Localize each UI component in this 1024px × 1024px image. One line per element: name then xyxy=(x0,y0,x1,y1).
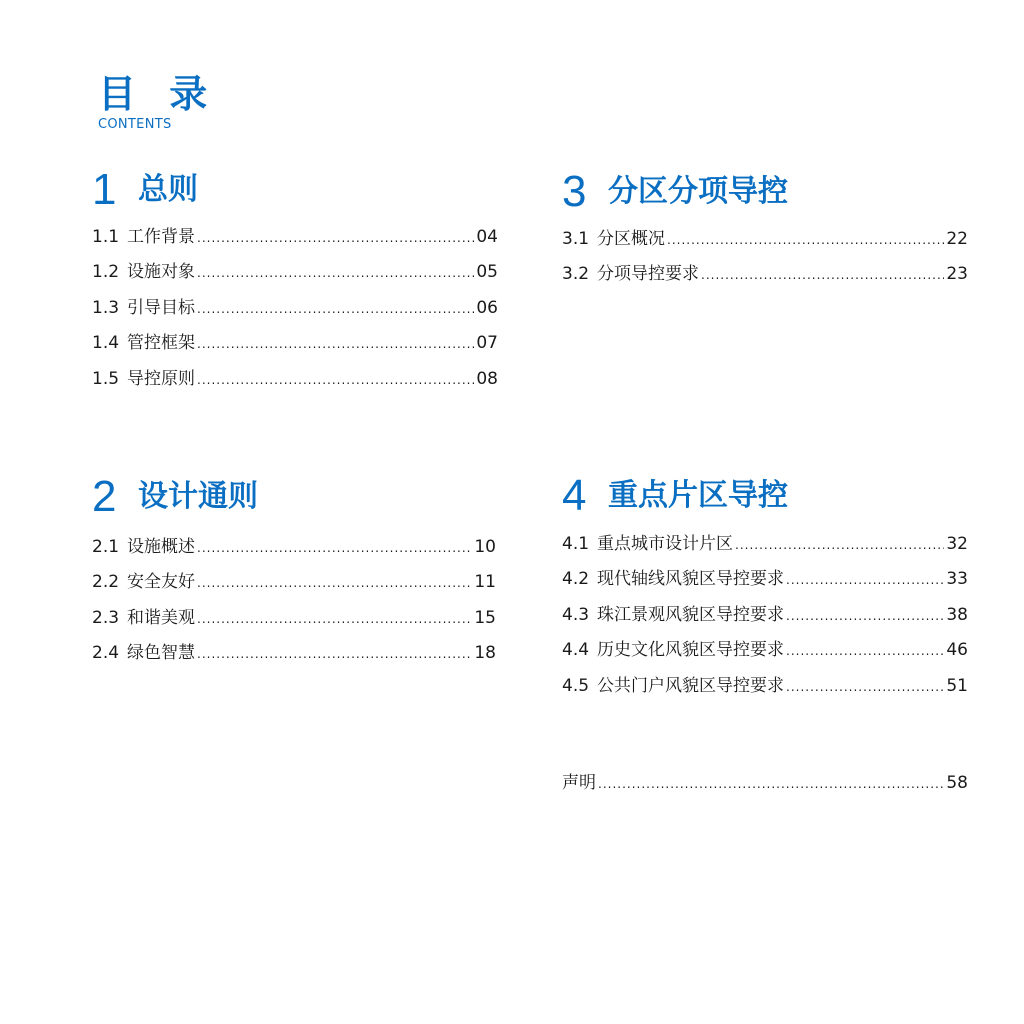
section-title: 总则 xyxy=(138,172,198,207)
toc-entry[interactable] xyxy=(562,564,968,599)
entry-label: 和谐美观 xyxy=(127,607,196,628)
entry-label: 声明 xyxy=(562,773,596,793)
entry-label: 珠江景观风貌区导控要求 xyxy=(597,604,785,625)
dot-leader xyxy=(197,231,474,245)
entry-label: 现代轴线风貌区导控要求 xyxy=(597,569,785,590)
page-subtitle: CONTENTS xyxy=(98,117,172,132)
dot-leader xyxy=(786,644,944,658)
entry-page: 07 xyxy=(476,333,498,354)
toc-entry[interactable] xyxy=(562,259,968,294)
toc-entry-list xyxy=(562,224,968,295)
section-number: 4 xyxy=(562,471,587,520)
dot-leader xyxy=(786,609,944,623)
entry-number: 1.2 xyxy=(92,262,120,283)
entry-page: 51 xyxy=(946,675,968,696)
section-heading[interactable] xyxy=(92,473,496,521)
toc-entry[interactable] xyxy=(562,600,968,635)
entry-number: 3.1 xyxy=(562,229,590,249)
dot-leader xyxy=(598,777,944,791)
entry-label: 导控原则 xyxy=(127,368,196,389)
toc-entry[interactable] xyxy=(562,635,968,670)
entry-label: 设施对象 xyxy=(127,262,196,283)
toc-entry-list xyxy=(92,222,498,399)
entry-label: 公共门户风貌区导控要求 xyxy=(597,675,785,696)
entry-number: 4.4 xyxy=(562,640,590,661)
dot-leader xyxy=(786,680,944,694)
section-number: 3 xyxy=(562,167,587,216)
entry-page: 58 xyxy=(946,773,968,793)
section-number: 1 xyxy=(92,165,117,214)
toc-entry[interactable] xyxy=(92,532,496,567)
entry-number: 4.3 xyxy=(562,604,590,625)
entry-number: 4.1 xyxy=(562,534,590,554)
entry-page: 32 xyxy=(946,534,968,554)
dot-leader xyxy=(197,612,472,626)
entry-label: 工作背景 xyxy=(127,227,196,247)
entry-page: 06 xyxy=(476,297,498,318)
entry-label: 管控框架 xyxy=(127,333,196,354)
toc-entry[interactable] xyxy=(92,364,498,399)
entry-label: 分区概况 xyxy=(597,229,666,249)
section-number: 2 xyxy=(92,472,117,521)
entry-page: 46 xyxy=(946,640,968,661)
entry-page: 23 xyxy=(946,264,968,285)
entry-number: 1.1 xyxy=(92,227,120,247)
dot-leader xyxy=(786,573,944,587)
toc-entry[interactable] xyxy=(92,222,498,257)
toc-entry[interactable] xyxy=(562,529,968,564)
dot-leader xyxy=(197,337,474,351)
toc-entry[interactable] xyxy=(92,328,498,363)
entry-number: 4.5 xyxy=(562,675,590,696)
section-title: 分区分项导控 xyxy=(608,174,788,209)
toc-entry-list xyxy=(562,529,968,706)
toc-entry[interactable] xyxy=(92,293,498,328)
toc-entry[interactable] xyxy=(92,638,496,673)
page-title: 目 录 xyxy=(98,72,218,116)
entry-label: 历史文化风貌区导控要求 xyxy=(597,640,785,661)
entry-label: 绿色智慧 xyxy=(127,643,196,664)
entry-page: 15 xyxy=(474,607,496,628)
toc-section-3 xyxy=(562,168,968,295)
entry-number: 1.5 xyxy=(92,368,120,389)
entry-page: 11 xyxy=(474,572,496,593)
entry-label: 安全友好 xyxy=(127,572,196,593)
dot-leader xyxy=(197,302,474,316)
toc-entry[interactable] xyxy=(562,671,968,706)
toc-entry[interactable] xyxy=(562,224,968,259)
toc-entry-list xyxy=(92,532,496,674)
entry-label: 引导目标 xyxy=(127,297,196,318)
toc-entry[interactable] xyxy=(92,567,496,602)
entry-label: 重点城市设计片区 xyxy=(597,534,734,554)
toc-entry[interactable] xyxy=(92,603,496,638)
dot-leader xyxy=(735,538,944,552)
entry-number: 1.4 xyxy=(92,333,120,354)
page-header xyxy=(98,72,217,133)
toc-section-2 xyxy=(92,473,496,674)
entry-number: 2.4 xyxy=(92,643,120,664)
dot-leader xyxy=(197,647,472,661)
toc-section-4 xyxy=(562,472,968,706)
entry-page: 18 xyxy=(474,643,496,664)
toc-entry[interactable] xyxy=(92,257,498,292)
entry-page: 22 xyxy=(946,229,968,249)
entry-page: 04 xyxy=(476,227,498,247)
entry-page: 08 xyxy=(476,368,498,389)
dot-leader xyxy=(667,233,944,247)
entry-page: 05 xyxy=(476,262,498,283)
dot-leader xyxy=(197,576,472,590)
entry-number: 4.2 xyxy=(562,569,590,590)
dot-leader xyxy=(197,373,474,387)
entry-label: 分项导控要求 xyxy=(597,264,700,285)
entry-page: 33 xyxy=(946,569,968,590)
toc-section-1 xyxy=(92,166,498,399)
entry-label: 设施概述 xyxy=(127,537,196,557)
dot-leader xyxy=(701,268,944,282)
entry-page: 10 xyxy=(474,537,496,557)
toc-statement xyxy=(562,768,968,803)
entry-number: 1.3 xyxy=(92,297,120,318)
dot-leader xyxy=(197,266,474,280)
entry-page: 38 xyxy=(946,604,968,625)
entry-number: 2.1 xyxy=(92,537,120,557)
section-heading[interactable] xyxy=(562,168,968,216)
entry-number: 2.3 xyxy=(92,607,120,628)
section-heading[interactable] xyxy=(92,166,498,214)
entry-number: 2.2 xyxy=(92,572,120,593)
entry-number: 3.2 xyxy=(562,264,590,285)
dot-leader xyxy=(197,541,472,555)
section-heading[interactable] xyxy=(562,472,968,520)
section-title: 重点片区导控 xyxy=(608,478,788,513)
toc-entry-statement[interactable] xyxy=(562,768,968,803)
section-title: 设计通则 xyxy=(138,479,258,514)
